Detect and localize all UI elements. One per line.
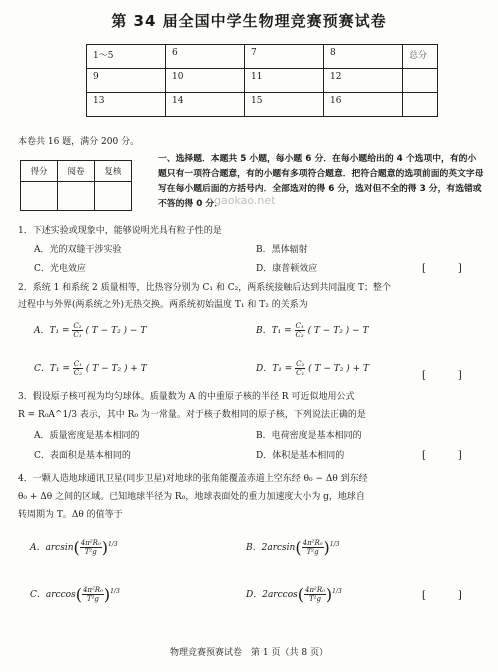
- q2-option-b: B．T₁ = $\frac{\text{C₁}}{\text{C₂}}$ ( T − T₂ ) − T: [256, 322, 369, 339]
- exam-info: 本卷共 16 题，满分 200 分。: [18, 137, 140, 147]
- score-cell: 6: [166, 45, 245, 69]
- q1-option-d: D．康普顿效应: [256, 264, 318, 274]
- page-footer: 物理竞赛预赛试卷 第 1 页（共 8 页）: [170, 648, 328, 658]
- q1-option-c: C．光电效应: [34, 264, 86, 274]
- score-cell: 16: [324, 93, 403, 117]
- question-4-stem-line2: θ₀ + Δθ 之间的区域。已知地球半径为 R₀，地球表面处的重力加速度大小为 g，地球自: [18, 492, 365, 502]
- q1-answer-bracket: [ ]: [422, 263, 466, 274]
- score-cell: 11: [245, 69, 324, 93]
- score-cell: 12: [324, 69, 403, 93]
- fraction: $\frac{\text{4π²R₀}}{\text{T²g}}$: [302, 539, 323, 556]
- total-score-cell: 总分: [403, 45, 438, 69]
- grader-header: 复核: [95, 161, 132, 182]
- q1-option-a: A．光的双缝干涉实验: [34, 245, 122, 255]
- q3-option-d: D．体积是基本相同的: [256, 451, 345, 461]
- grader-table: [20, 160, 132, 211]
- page-title: 第 34 届全国中学生物理竞赛预赛试卷: [111, 12, 387, 30]
- q2-option-c: C．T₁ = $\frac{\text{C₁}}{\text{C₂}}$ ( T − T₂ ) + T: [34, 360, 147, 377]
- fraction: $\frac{\text{C₁}}{\text{C₂}}$: [73, 360, 82, 377]
- q4-option-a: A．arcsin( $\frac{\text{4π²R₀}}{\text{T²g}}$ )$^{1/3}$: [30, 538, 118, 557]
- question-4-stem-line1: 4．一颗人造地球通讯卫星(同步卫星)对地球的张角能覆盖赤道上空东经 θ₀ − Δθ 到东经: [18, 474, 368, 484]
- score-cell: 14: [166, 93, 245, 117]
- question-1-stem: 1．下述实验或现象中，能够说明光具有粒子性的是: [18, 226, 222, 236]
- fraction: $\frac{\text{4π²R₀}}{\text{T²g}}$: [80, 539, 101, 556]
- watermark: gaokao.net: [214, 194, 276, 207]
- grader-header: 阅卷: [58, 161, 95, 182]
- q3-option-b: B．电荷密度是基本相同的: [256, 431, 362, 441]
- fraction: $\frac{\text{C₂}}{\text{C₁}}$: [296, 360, 305, 377]
- question-2-stem-line2: 过程中与外界(两系统之外)无热交换。两系统初始温度 T₁ 和 T₂ 的关系为: [18, 300, 308, 310]
- grader-header: 得分: [21, 161, 58, 182]
- score-cell: 8: [324, 45, 403, 69]
- q3-answer-bracket: [ ]: [422, 450, 466, 461]
- score-row: [87, 45, 438, 69]
- fraction: $\frac{\text{4π²R₀}}{\text{T²g}}$: [304, 586, 325, 603]
- grader-cell: [58, 182, 95, 211]
- q4-answer-bracket: [ ]: [422, 590, 466, 601]
- fraction: $\frac{\text{C₂}}{\text{C₁}}$: [73, 322, 82, 339]
- q4-option-d: D．2arccos( $\frac{\text{4π²R₀}}{\text{T²g}}$ )$^{1/3}$: [246, 585, 342, 604]
- score-cell: 10: [166, 69, 245, 93]
- score-row: [87, 93, 438, 117]
- score-row: [87, 69, 438, 93]
- q3-option-c: C．表面积是基本相同的: [34, 451, 131, 461]
- section-instructions: 一、选择题．本题共 5 小题，每小题 6 分．在每小题给出的 4 个选项中，有的小题只有一项符合题意，有的小题有多项符合题意．把符合题意的选项前面的英文字母写在每小题后面的方括号内．全部选对的得 6 分，选对但不全的得 3 分，有选错或不答的得 0 分．: [158, 154, 484, 209]
- score-cell: 15: [245, 93, 324, 117]
- q1-option-b: B．黑体辐射: [256, 245, 308, 255]
- score-cell: 9: [87, 69, 166, 93]
- grader-cell: [95, 182, 132, 211]
- grader-cell: [21, 182, 58, 211]
- q2-answer-bracket: [ ]: [422, 370, 466, 381]
- question-4-stem-line3: 转周期为 T。Δθ 的值等于: [18, 510, 123, 520]
- fraction: $\frac{\text{C₁}}{\text{C₂}}$: [295, 322, 304, 339]
- score-cell: 13: [87, 93, 166, 117]
- fraction: $\frac{\text{4π²R₀}}{\text{T²g}}$: [82, 586, 103, 603]
- question-3-stem-line1: 3．假设原子核可视为均匀球体。质量数为 A 的中重原子核的半径 R 可近似地用公式: [18, 392, 355, 402]
- q4-option-c: C．arccos( $\frac{\text{4π²R₀}}{\text{T²g}}$ )$^{1/3}$: [30, 585, 120, 604]
- score-cell: 1～5: [87, 45, 166, 69]
- q2-option-d: D．T₁ = $\frac{\text{C₂}}{\text{C₁}}$ ( T − T₂ ) + T: [256, 360, 370, 377]
- q3-option-a: A．质量密度是基本相同的: [34, 431, 140, 441]
- q2-option-a: A．T₁ = $\frac{\text{C₂}}{\text{C₁}}$ ( T − T₂ ) − T: [34, 322, 147, 339]
- q4-option-b: B．2arcsin( $\frac{\text{4π²R₀}}{\text{T²g}}$ )$^{1/3}$: [246, 538, 340, 557]
- score-cell: 7: [245, 45, 324, 69]
- total-score-cell-blank: [403, 93, 438, 117]
- total-score-cell-blank: [403, 69, 438, 93]
- score-table: [86, 44, 438, 117]
- question-3-stem-line2: R = R₀A^1/3 表示，其中 R₀ 为一常量。对于核子数相同的原子核，下列说法正确的是: [18, 410, 366, 420]
- question-2-stem-line1: 2．系统 1 和系统 2 质量相等，比热容分别为 C₁ 和 C₂，两系统接触后达到共同温度 T；整个: [18, 283, 392, 293]
